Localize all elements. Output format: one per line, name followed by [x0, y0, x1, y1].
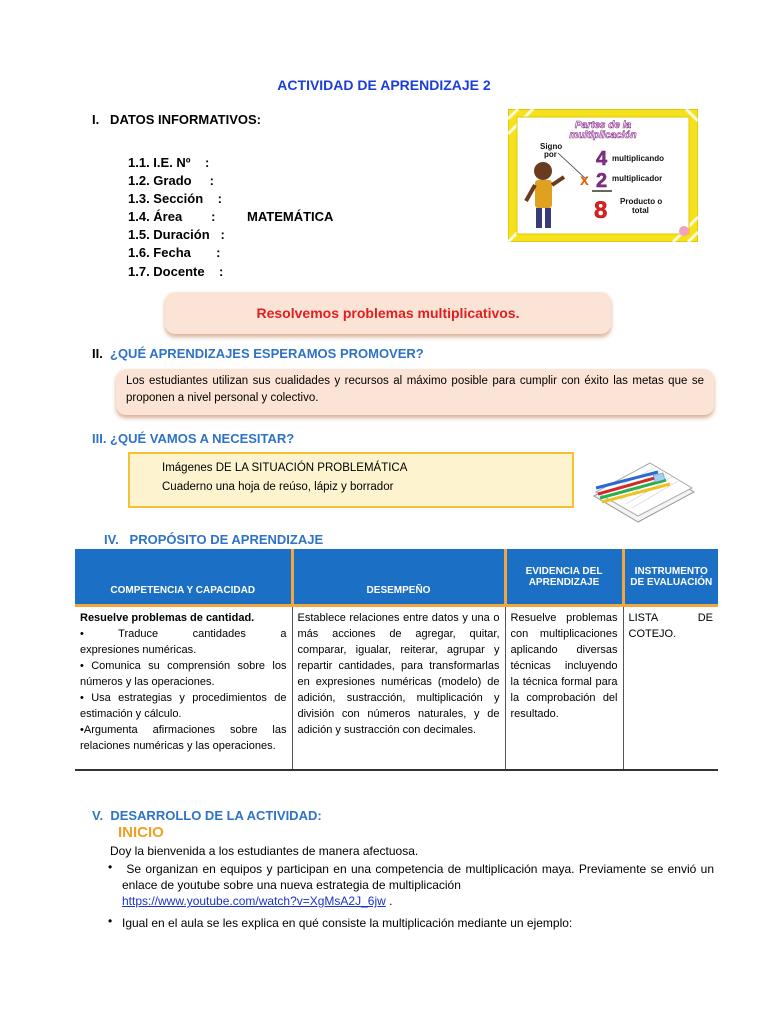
illustration-title-2: multiplicación: [569, 130, 637, 141]
table-row: [75, 606, 718, 770]
cell-evidencia: Resuelve problemas con multiplicaciones aplicando diversas técnicas incluyendo la técnica formal para la comprobación del resultado.: [505, 606, 623, 770]
capacidad-2: • Comunica su comprensión sobre los números y las operaciones.: [80, 660, 287, 688]
illustration-multiplicador: multiplicador: [612, 174, 663, 183]
inicio-heading: INICIO: [118, 824, 164, 841]
header-competencia: COMPETENCIA Y CAPACIDAD: [75, 549, 292, 606]
purpose-table: [75, 549, 718, 771]
info-area-label: 1.4. Área :: [128, 209, 216, 224]
page-title: ACTIVIDAD DE APRENDIZAJE 2: [277, 77, 491, 93]
info-docente: 1.7. Docente :: [128, 264, 224, 279]
capacidad-4: •Argumenta afirmaciones sobre las relaciones numéricas y las operaciones.: [80, 724, 287, 752]
info-duracion: 1.5. Duración :: [128, 227, 225, 242]
youtube-link-line: [122, 893, 392, 909]
info-fecha: 1.6. Fecha :: [128, 245, 221, 260]
section-desarrollo-heading: V. DESARROLLO DE LA ACTIVIDAD:: [92, 808, 322, 823]
header-desempeno: DESEMPEÑO: [292, 549, 505, 606]
illustration-n3: 8: [594, 197, 608, 224]
inicio-paragraph: Doy la bienvenida a los estudiantes de manera afectuosa.: [110, 844, 419, 858]
capacidad-3: • Usa estrategias y procedimientos de estimación y cálculo.: [80, 692, 287, 720]
notebook-pencils-illustration: [588, 452, 698, 526]
header-instrumento: INSTRUMENTO DE EVALUACIÓN: [623, 549, 718, 606]
illustration-n1: 4: [596, 148, 608, 170]
bullet-icon: •: [108, 914, 113, 928]
illustration-n2: 2: [596, 170, 608, 192]
illustration-signo: Signo: [540, 142, 563, 151]
section-aprendizajes-heading: ¿QUÉ APRENDIZAJES ESPERAMOS PROMOVER?: [110, 346, 424, 361]
bullet-icon: •: [108, 860, 113, 874]
section-proposito-heading: IV. PROPÓSITO DE APRENDIZAJE: [104, 532, 324, 547]
cell-instrumento: LISTA DE COTEJO.: [623, 606, 718, 770]
multiplication-parts-illustration: [508, 109, 698, 242]
cell-competencia: [75, 606, 292, 770]
materials-box: [128, 452, 574, 508]
cell-desempeno: Establece relaciones entre datos y una o más acciones de agregar, quitar, comparar, igualar, reiterar, agrupar y repartir cantidades, para transformarlas en expresiones numéricas (modelo) de adición, sustracción, multiplicación y división con números naturales, y de adición y sustracción con decimales.: [292, 606, 505, 770]
info-ie: 1.1. I.E. Nº :: [128, 155, 210, 170]
info-seccion: 1.3. Sección :: [128, 191, 222, 206]
material-item-1: Imágenes DE LA SITUACIÓN PROBLEMÁTICA: [162, 462, 408, 474]
section-aprendizajes-num: II.: [92, 346, 103, 361]
illustration-por: por: [544, 150, 557, 159]
inicio-bullet-1-text: Se organizan en equipos y participan en una competencia de multiplicación maya. Previamente se envió un enlace de youtube sobre una nueva estrategia de multiplicación: [122, 862, 718, 892]
header-evidencia: EVIDENCIA DEL APRENDIZAJE: [505, 549, 623, 606]
illustration-multiplicando: multiplicando: [612, 154, 664, 163]
inicio-bullet-2: Igual en el aula se les explica en qué consiste la multiplicación mediante un ejemplo:: [122, 916, 573, 930]
material-item-2: Cuaderno una hoja de reúso, lápiz y borrador: [162, 481, 394, 493]
info-area-value: MATEMÁTICA: [247, 209, 334, 224]
purpose-table-header: [75, 549, 718, 606]
capacidad-1: • Traduce cantidades a expresiones numéricas.: [80, 628, 290, 656]
illustration-x: x: [580, 172, 589, 189]
youtube-link-suffix: .: [385, 894, 393, 908]
learning-objective: Resolvemos problemas multiplicativos.: [165, 292, 611, 334]
expectations-text: Los estudiantes utilizan sus cualidades y recursos al máximo posible para cumplir con éxito las metas que se proponen a nivel personal y colectivo.: [116, 369, 714, 415]
info-grado: 1.2. Grado :: [128, 173, 214, 188]
section-necesitar-heading: III. ¿QUÉ VAMOS A NECESITAR?: [92, 431, 295, 446]
competencia-title: Resuelve problemas de cantidad.: [80, 612, 255, 624]
youtube-link[interactable]: https://www.youtube.com/watch?v=XgMsA2J_6jw: [122, 894, 386, 908]
illustration-total: total: [632, 206, 649, 215]
inicio-bullet-1: [122, 861, 718, 893]
illustration-title-1: Partes de la: [574, 120, 632, 131]
section-datos-heading: I. DATOS INFORMATIVOS:: [92, 112, 261, 127]
illustration-producto: Producto o: [620, 197, 663, 206]
